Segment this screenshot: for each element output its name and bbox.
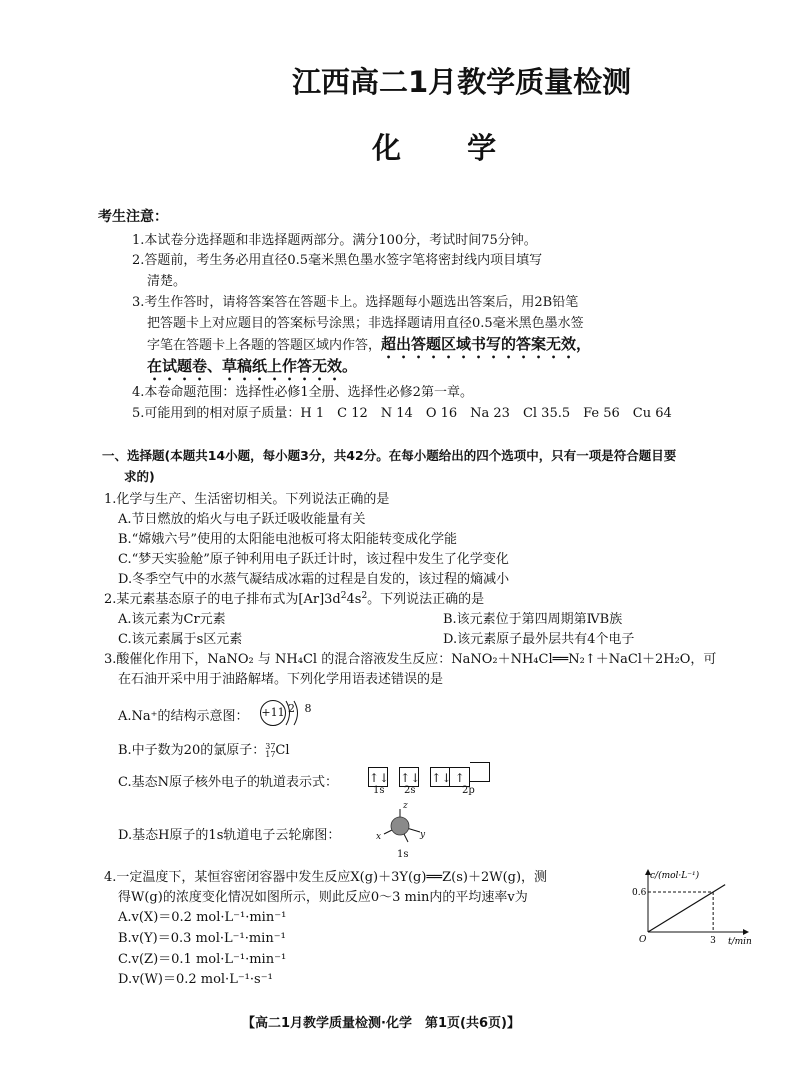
orbital-label-1s: 1s	[373, 785, 385, 796]
graph-x-label: t/min	[728, 937, 752, 947]
q2-stem-pre: 2.某元素基态原子的电子排布式为[Ar]3d	[104, 592, 341, 607]
orbital-label-2s: 2s	[404, 785, 416, 796]
subject-title: 化 学	[372, 131, 525, 165]
q1-option-b: B.“嫦娥六号”使用的太阳能电池板可将太阳能转变成化学能	[118, 532, 457, 547]
notice-heading: 考生注意：	[98, 209, 168, 225]
cl-mass-number: 37	[265, 741, 276, 751]
cl-symbol: Cl	[275, 743, 290, 758]
orbital-label-2p: 2p	[462, 785, 475, 796]
axis-label-y: y	[420, 830, 426, 840]
notice-emphasis-1: 超出答题区域书写的答案无效，	[381, 335, 592, 353]
notice-item-3-cont1: 把答题卡上对应题目的答案标号涂黑；非选择题请用直径0.5毫米黑色墨水签	[147, 316, 584, 331]
q2-stem-post: 。下列说法正确的是	[367, 592, 485, 607]
s-orbital-cloud	[378, 806, 428, 850]
q4-stem-cont: 得W(g)的浓度变化情况如图所示，则此反应0～3 min内的平均速率v为	[118, 890, 528, 905]
q2-option-c: C.该元素属于s区元素	[118, 632, 243, 647]
q2-option-a: A.该元素为Cr元素	[118, 612, 226, 627]
q3-option-d: D.基态H原子的1s轨道电子云轮廓图：	[118, 828, 341, 843]
notice-item-2: 2.答题前，考生务必用直径0.5毫米黑色墨水签字笔将密封线内项目填写	[132, 253, 543, 268]
q1-option-a: A.节日燃放的焰火与电子跃迁吸收能量有关	[118, 512, 366, 527]
na-shell-electrons: 2 8	[288, 702, 315, 715]
notice-item-2-cont: 清楚。	[147, 274, 187, 289]
orbital-diagram	[368, 762, 490, 787]
axis-label-z: z	[403, 801, 408, 811]
orbital-box-2s: ↑↓	[399, 767, 419, 787]
notice-item-3: 3.考生作答时，请将答案答在答题卡上。选择题每小题选出答案后，用2B铅笔	[132, 295, 579, 310]
q3-option-a: A.Na⁺的结构示意图：	[118, 709, 249, 724]
axis-label-x: x	[376, 832, 382, 842]
q4-option-d: D.v(W)＝0.2 mol·L⁻¹·s⁻¹	[118, 972, 273, 987]
notice-item-1: 1.本试卷分选择题和非选择题两部分。满分100分，考试时间75分钟。	[132, 233, 537, 248]
notice-emphasis-2: 在试题卷、草稿纸上作答无效。	[147, 357, 358, 375]
section1-heading-cont: 求的)	[124, 469, 155, 484]
q3-stem-cont: 在石油开采中用于油路解堵。下列化学用语表述错误的是	[118, 672, 444, 687]
q4-stem: 4.一定温度下，某恒容密闭容器中发生反应X(g)＋3Y(g)══Z(s)＋2W(g)，测	[104, 870, 548, 885]
orbital-box-2p-1: ↑↓	[430, 767, 450, 787]
section1-heading: 一、选择题(本题共14小题，每小题3分，共42分。在每小题给出的四个选项中，只有一项是符合题目要	[102, 448, 677, 463]
q2-stem-mid: 4s	[346, 592, 362, 607]
q2-exp-1: 2	[340, 591, 347, 601]
notice-item-5: 5.可能用到的相对原子质量：H 1 C 12 N 14 O 16 Na 23 Cl 35.5 Fe 56 Cu 64	[132, 406, 672, 421]
concentration-graph	[628, 866, 768, 950]
notice-item-4: 4.本卷命题范围：选择性必修1全册、选择性必修2第一章。	[132, 385, 473, 400]
exam-title: 江西高二1月教学质量检测	[292, 65, 632, 99]
q4-option-c: C.v(Z)＝0.1 mol·L⁻¹·min⁻¹	[118, 952, 287, 967]
q3-option-c: C.基态N原子核外电子的轨道表示式：	[118, 775, 338, 790]
q3-option-b	[118, 739, 290, 759]
q3-option-b-text: B.中子数为20的氯原子：	[118, 743, 266, 758]
orbital-box-2p-2: ↑	[450, 767, 470, 787]
graph-y-tick: 0.6	[632, 888, 647, 898]
s-orbital-label: 1s	[397, 849, 409, 860]
q2-option-b: B.该元素位于第四周期第ⅣB族	[443, 612, 623, 627]
graph-y-label: c/(mol·L⁻¹)	[650, 871, 700, 881]
graph-origin: O	[639, 935, 647, 945]
na-nucleus-circle: +11	[260, 700, 286, 726]
notice-item-3-cont2: 字笔在答题卡上各题的答题区域内作答，	[147, 338, 382, 353]
q4-option-a: A.v(X)＝0.2 mol·L⁻¹·min⁻¹	[118, 910, 287, 925]
orbital-box-1s: ↑↓	[368, 767, 388, 787]
q2-exp-2: 2	[361, 591, 368, 601]
q3-stem: 3.酸催化作用下，NaNO₂ 与 NH₄Cl 的混合溶液发生反应：NaNO₂＋NH₄Cl══N₂↑＋NaCl＋2H₂O，可	[104, 652, 717, 667]
graph-x-tick: 3	[710, 936, 716, 946]
q1-stem: 1.化学与生产、生活密切相关。下列说法正确的是	[104, 492, 390, 507]
q1-option-c: C.“梦天实验舱”原子钟利用电子跃迁计时，该过程中发生了化学变化	[118, 552, 509, 567]
q2-stem	[104, 588, 484, 607]
q1-option-d: D.冬季空气中的水蒸气凝结成冰霜的过程是自发的，该过程的熵减小	[118, 572, 510, 587]
cl-atomic-number: 17	[265, 749, 276, 759]
q2-option-d: D.该元素原子最外层共有4个电子	[443, 632, 635, 647]
q4-option-b: B.v(Y)＝0.3 mol·L⁻¹·min⁻¹	[118, 931, 286, 946]
page-footer: 【高二1月教学质量检测·化学 第1页(共6页)】	[242, 1016, 520, 1031]
orbital-box-2p-3	[470, 762, 490, 782]
